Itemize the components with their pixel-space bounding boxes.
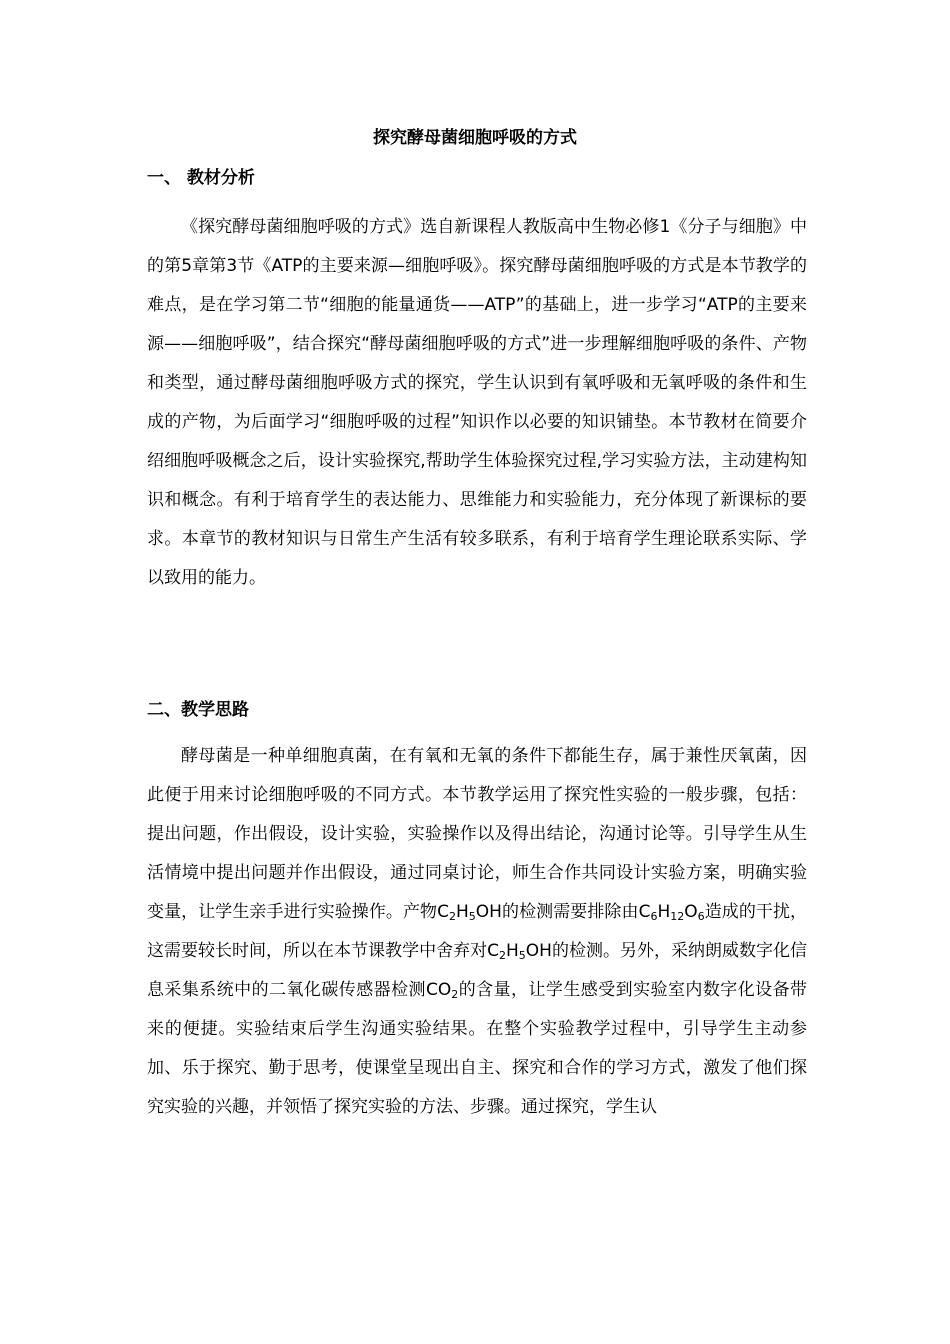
formula-ethanol: $C_2H_5OH$ [437,902,502,923]
formula-co2: $CO_2$ [426,980,459,1001]
paragraph-text: 的含量，让学生感受到实验室内数字化设备带来的便捷。实验结束后学生沟通实验结果。在整个实验教学过程中，引导学生主动参加、乐于探究、勤于思考，使课堂呈现出自主、探究和合作的学习方式，激发了他们探究实验的兴趣，并领悟了探究实验的方法、步骤。通过探究，学生认 [147,980,808,1117]
formula-ethanol: $C_2H_5OH$ [487,941,552,962]
section-heading-1: 一、 教材分析 [147,168,255,188]
section-heading-2: 二、教学思路 [147,700,249,720]
section-2-paragraph [147,737,807,1127]
document-title: 探究酵母菌细胞呼吸的方式 [373,128,577,148]
paragraph-text: 酵母菌是一种单细胞真菌，在有氧和无氧的条件下都能生存，属于兼性厌氧菌，因此便于用来讨论细胞呼吸的不同方式。本节教学运用了探究性实验的一般步骤，包括：提出问题，作出假设，设计实验，实验操作以及得出结论，沟通讨论等。引导学生从生活情境中提出问题并作出假设，通过同桌讨论，师生合作共同设计实验方案，明确实验变量，让学生亲手进行实验操作。产物 [147,746,807,922]
paragraph-text: 的检测。另外，采纳朗威数字化信息采集系统中的二氧化碳传感器检测 [147,941,808,1000]
section-1-paragraph: 《探究酵母菌细胞呼吸的方式》选自新课程人教版高中生物必修1《分子与细胞》中的第5章第3节《ATP的主要来源—细胞呼吸》。探究酵母菌细胞呼吸的方式是本节教学的难点，是在学习第二节“细胞的能量通货——ATP”的基础上，进一步学习“ATP的主要来源——细胞呼吸”，结合探究“酵母菌细胞呼吸的方式”进一步理解细胞呼吸的条件、产物和类型，通过酵母菌细胞呼吸方式的探究，学生认识到有氧呼吸和无氧呼吸的条件和生成的产物，为后面学习“细胞呼吸的过程”知识作以必要的知识铺垫。本节教材在简要介绍细胞呼吸概念之后，设计实验探究,帮助学生体验探究过程,学习实验方法，主动建构知识和概念。有利于培育学生的表达能力、思维能力和实验能力，充分体现了新课标的要求。本章节的教材知识与日常生产生活有较多联系，有利于培育学生理论联系实际、学以致用的能力。 [147,217,807,588]
formula-glucose: $C_6H_{12}O_6$ [638,902,705,923]
paragraph-text: 的检测需要排除由 [501,902,639,922]
paragraph-text: 造成的干扰，这需要较长时间，所以在本节课教学中舍弃对 [147,902,808,961]
